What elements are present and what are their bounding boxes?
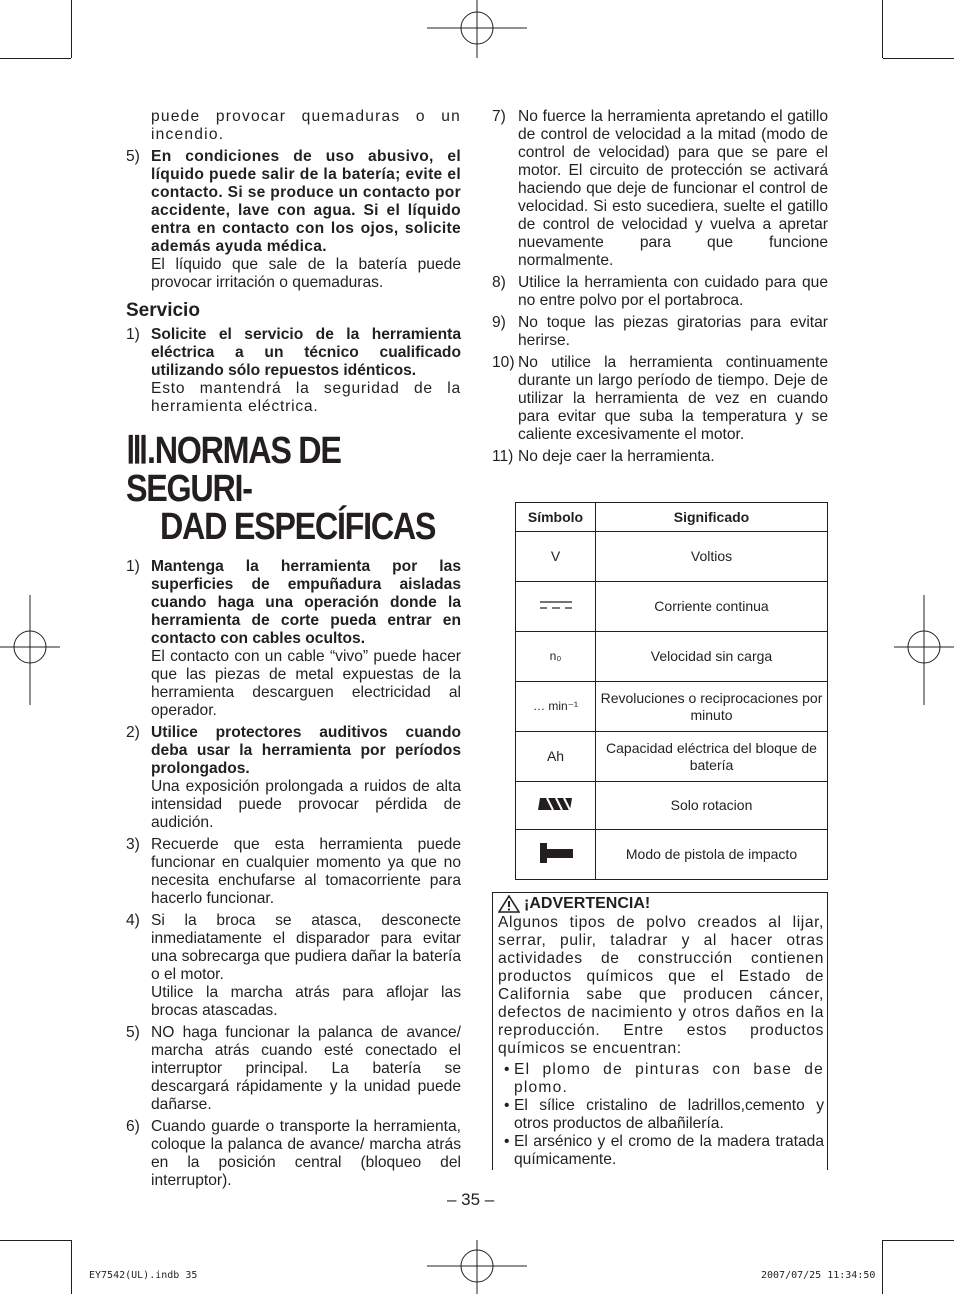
meaning-cell: Voltios xyxy=(596,532,828,582)
list-item xyxy=(492,354,828,444)
registration-mark-left xyxy=(0,595,60,705)
table-row xyxy=(516,682,828,732)
item-number: 1) xyxy=(126,326,140,343)
crop-mark xyxy=(0,58,71,59)
registration-mark-top xyxy=(427,0,527,60)
table-row xyxy=(516,532,828,582)
direct-current-icon xyxy=(538,598,574,612)
meaning-cell: Corriente continua xyxy=(596,582,828,632)
item-text: El contacto con un cable “vivo” puede hacer que las piezas de metal expuestas de la herramienta descarguen electricidad al operador. xyxy=(151,648,461,719)
list-item xyxy=(126,1024,461,1114)
item-text: No utilice la herramienta continuamente durante un largo período de tiempo. Deje de utilizar la herramienta de vez en cuando para evitar que suba la temperatura y se caliente excesivamente el motor. xyxy=(518,354,828,443)
footer-timestamp: 2007/07/25 11:34:50 xyxy=(761,1270,876,1281)
item-text: Recuerde que esta herramienta puede funcionar en cualquier momento ya que no necesita enchufarse al tomacorriente para hacerlo funcionar. xyxy=(151,836,461,907)
list-item xyxy=(492,314,828,350)
item-text: Si la broca se atasca, desconecte inmediatamente el disparador para evitar una sobrecarga que pudiera dañar la batería o el motor. xyxy=(151,912,461,983)
warning-title-text: ¡ADVERTENCIA! xyxy=(524,895,651,912)
symbol-cell: Ah xyxy=(516,732,596,782)
warning-triangle-icon xyxy=(498,895,520,913)
crop-mark xyxy=(71,0,72,58)
meaning-cell: Velocidad sin carga xyxy=(596,632,828,682)
list-item xyxy=(126,1118,461,1190)
bullet-text: El sílice cristalino de ladrillos,cemento y otros productos de albañilería. xyxy=(514,1097,824,1132)
crop-mark xyxy=(883,58,954,59)
rotation-only-icon xyxy=(538,795,574,813)
list-item xyxy=(126,724,461,832)
item-text: Una exposición prolongada a ruidos de alta intensidad puede provocar pérdida de audición. xyxy=(151,778,461,831)
warning-box xyxy=(492,892,828,1170)
bullet: • xyxy=(504,1097,510,1114)
chapter-title-line2: DAD ESPECÍFICAS xyxy=(160,506,436,548)
crop-mark xyxy=(883,1240,954,1241)
crop-mark xyxy=(71,1240,72,1294)
table-header-symbol: Símbolo xyxy=(516,503,596,532)
table-header-row xyxy=(516,503,828,532)
item-number: 6) xyxy=(126,1118,140,1135)
item-number: 3) xyxy=(126,836,140,853)
list-item xyxy=(492,448,828,466)
section-title-servicio: Servicio xyxy=(126,300,200,321)
list-item xyxy=(492,274,828,310)
table-row xyxy=(516,830,828,880)
bullet: • xyxy=(504,1061,511,1078)
chapter-title-line1: Ⅲ.NORMAS DE SEGURI- xyxy=(126,430,341,510)
symbol-table xyxy=(515,502,828,880)
crop-mark xyxy=(0,1240,71,1241)
bullet: • xyxy=(504,1133,510,1150)
list-item xyxy=(126,558,461,720)
meaning-cell: Capacidad eléctrica del bloque de batería xyxy=(596,732,828,782)
crop-mark xyxy=(882,0,883,58)
list-item xyxy=(126,148,461,292)
symbol-cell: V xyxy=(516,532,596,582)
list-item xyxy=(498,1061,824,1097)
crop-mark xyxy=(882,1240,883,1294)
right-column xyxy=(492,108,828,470)
list-item xyxy=(498,1097,824,1133)
symbol-cell xyxy=(516,782,596,830)
item-number: 10) xyxy=(492,354,515,371)
warning-body: Algunos tipos de polvo creados al lijar, serrar, pulir, taladrar y al hacer otras actividades de construcción contienen productos químicos que el Estado de California sabe que producen cáncer, defectos de nacimiento y otros daños en la reproducción. Entre estos productos químicos se encuentran: xyxy=(498,914,824,1057)
item-text: Cuando guarde o transporte la herramienta, coloque la palanca de avance/ marcha atrás en la posición central (bloqueo del interruptor). xyxy=(151,1118,461,1189)
meaning-cell: Modo de pistola de impacto xyxy=(596,830,828,880)
chapter-title xyxy=(126,432,466,546)
impact-mode-icon xyxy=(537,840,575,866)
bold-text: Solicite el servicio de la herramienta eléctrica a un técnico cualificado utilizando sólo repuestos idénticos. xyxy=(151,326,461,379)
symbol-cell xyxy=(516,830,596,880)
footer-file-info: EY7542(UL).indb 35 xyxy=(89,1270,198,1281)
bold-text: Utilice protectores auditivos cuando deba usar la herramienta por períodos prolongados. xyxy=(151,724,461,777)
item-text: NO haga funcionar la palanca de avance/ marcha atrás cuando esté conectado el interruptor principal. La batería se descargará rápidamente y la unidad puede dañarse. xyxy=(151,1024,461,1113)
table-header-meaning: Significado xyxy=(596,503,828,532)
left-column xyxy=(126,108,461,1194)
item-text: El líquido que sale de la batería puede provocar irritación o quemaduras. xyxy=(151,256,461,291)
symbol-cell: n₀ xyxy=(516,632,596,682)
item-number: 1) xyxy=(126,558,140,575)
table-row xyxy=(516,782,828,830)
item-number: 7) xyxy=(492,108,506,125)
item-text: No toque las piezas giratorias para evitar herirse. xyxy=(518,314,828,349)
list-item xyxy=(498,1133,824,1169)
list-item xyxy=(492,108,828,270)
bullet-text: El plomo de pinturas con base de plomo. xyxy=(514,1061,824,1096)
item-number: 4) xyxy=(126,912,140,929)
item-text: Esto mantendrá la seguridad de la herramienta eléctrica. xyxy=(151,380,461,415)
intro-text: puede provocar quemaduras o un incendio. xyxy=(151,108,461,143)
page-number: – 35 – xyxy=(447,1190,495,1209)
list-item xyxy=(126,912,461,1020)
item-text: No deje caer la herramienta. xyxy=(518,448,715,465)
symbol-cell xyxy=(516,582,596,632)
item-number: 8) xyxy=(492,274,506,291)
item-number: 2) xyxy=(126,724,140,741)
registration-mark-bottom xyxy=(427,1236,527,1294)
table-row xyxy=(516,732,828,782)
item-number: 5) xyxy=(126,148,140,165)
item-number: 5) xyxy=(126,1024,140,1041)
registration-mark-right xyxy=(894,595,954,705)
bold-text: Mantenga la herramienta por las superficies de empuñadura aisladas cuando haga una operación donde la herramienta de corte pueda entrar en contacto con cables ocultos. xyxy=(151,558,461,647)
list-item xyxy=(126,836,461,908)
warning-title xyxy=(498,895,824,913)
table-row xyxy=(516,632,828,682)
list-item xyxy=(126,326,461,416)
meaning-cell: Revoluciones o reciprocaciones por minuto xyxy=(596,682,828,732)
bullet-text: El arsénico y el cromo de la madera tratada químicamente. xyxy=(514,1133,824,1168)
item-number: 9) xyxy=(492,314,506,331)
item-text: Utilice la herramienta con cuidado para que no entre polvo por el portabroca. xyxy=(518,274,828,309)
item-text: No fuerce la herramienta apretando el gatillo de control de velocidad a la mitad (modo de control de velocidad) para que se pare el motor. El circuito de protección se activará haciendo que deje de funcionar el control de velocidad. Si esto sucediera, suelte el gatillo de control de velocidad y vuelva a apretar nuevamente para que funcione normalmente. xyxy=(518,108,828,269)
item-number: 11) xyxy=(492,448,514,465)
symbol-cell: … min⁻¹ xyxy=(516,682,596,732)
item-text: Utilice la marcha atrás para aflojar las brocas atascadas. xyxy=(151,984,461,1019)
table-row xyxy=(516,582,828,632)
meaning-cell: Solo rotacion xyxy=(596,782,828,830)
bold-text: En condiciones de uso abusivo, el líquido puede salir de la batería; evite el contacto. Si se produce un contacto por accidente, lave con agua. Si el líquido entra en contacto con los ojos, solicite además ayuda médica. xyxy=(151,148,461,255)
